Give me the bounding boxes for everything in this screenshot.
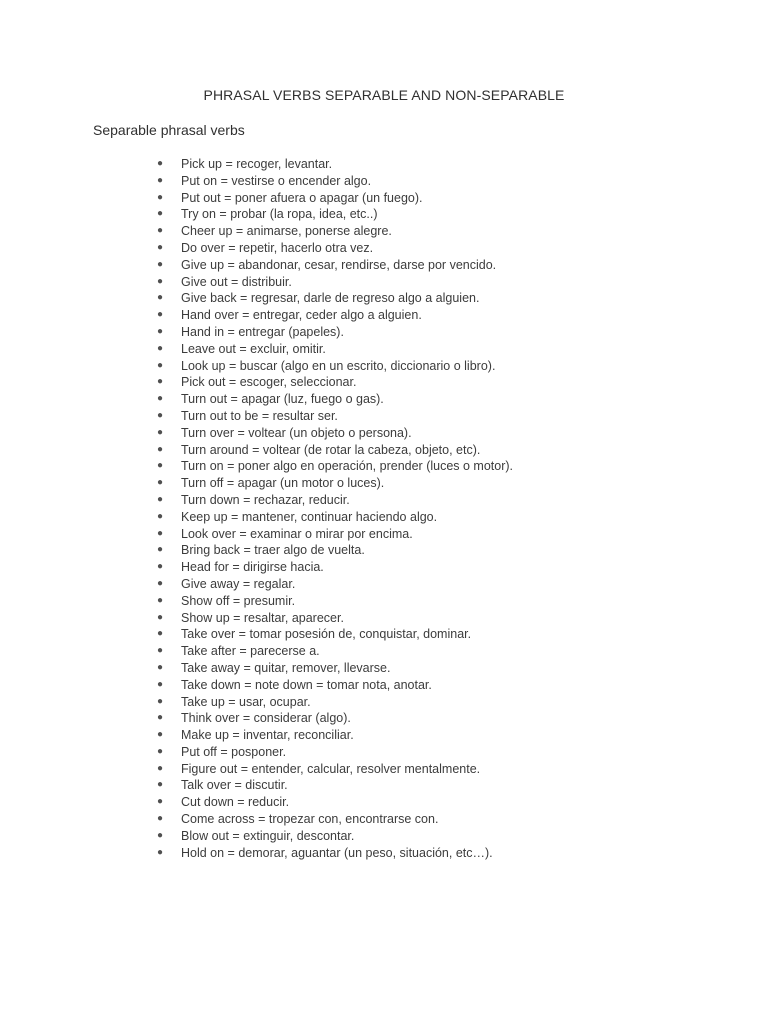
list-item-text: Hand over = entregar, ceder algo a alguien. [181, 308, 422, 323]
bullet-icon: ● [157, 241, 164, 253]
list-item-text: Give away = regalar. [181, 576, 296, 591]
bullet-icon: ● [157, 779, 164, 791]
bullet-icon: ● [157, 292, 164, 304]
list-item-text: Talk over = discutir. [181, 778, 288, 793]
list-item-text: Do over = repetir, hacerlo otra vez. [181, 240, 374, 255]
bullet-icon: ● [157, 813, 164, 825]
list-item-text: Take away = quitar, remover, llevarse. [181, 660, 391, 675]
bullet-icon: ● [157, 158, 164, 169]
list-item-text: Take up = usar, ocupar. [181, 694, 311, 709]
list-item-text: Look over = examinar o mirar por encima. [181, 526, 413, 541]
list-item-text: Blow out = extinguir, descontar. [181, 828, 355, 843]
list-item-text: Turn off = apagar (un motor o luces). [181, 476, 385, 491]
list-item-text: Take after = parecerse a. [181, 644, 320, 659]
list-item-text: Give back = regresar, darle de regreso algo a alguien. [181, 291, 480, 306]
list-item-text: Show up = resaltar, aparecer. [181, 610, 344, 625]
list-item-text: Leave out = excluir, omitir. [181, 341, 326, 356]
list-item-text: Bring back = traer algo de vuelta. [181, 543, 365, 558]
bullet-icon: ● [157, 527, 164, 539]
list-item-text: Take over = tomar posesión de, conquistar, dominar. [181, 627, 472, 642]
bullet-icon: ● [157, 409, 164, 421]
bullet-icon: ● [157, 829, 164, 841]
bullet-icon: ● [157, 477, 164, 489]
list-item-text: Look up = buscar (algo en un escrito, diccionario o libro). [181, 358, 496, 373]
document-title: PHRASAL VERBS SEPARABLE AND NON-SEPARABLE [203, 87, 565, 103]
bullet-icon: ● [157, 762, 164, 774]
bullet-icon: ● [157, 745, 164, 757]
bullet-icon: ● [157, 594, 164, 606]
list-item-text: Keep up = mantener, continuar haciendo algo. [181, 509, 438, 524]
list-item-text: Put on = vestirse o encender algo. [181, 173, 372, 188]
bullet-icon: ● [157, 846, 164, 858]
bullet-icon: ● [157, 208, 164, 220]
bullet-icon: ● [157, 661, 164, 673]
bullet-icon: ● [157, 309, 164, 321]
list-item-text: Take down = note down = tomar nota, anotar. [181, 677, 432, 692]
bullet-icon: ● [157, 359, 164, 371]
list-item-text: Put out = poner afuera o apagar (un fuego). [181, 190, 423, 205]
list-item-text: Think over = considerar (algo). [181, 711, 351, 726]
bullet-icon: ● [157, 325, 164, 337]
list-item-text: Turn over = voltear (un objeto o persona). [181, 425, 412, 440]
bullet-icon: ● [157, 678, 164, 690]
list-item-text: Give out = distribuir. [181, 274, 292, 289]
list-item-text: Turn around = voltear (de rotar la cabeza, objeto, etc). [181, 442, 481, 457]
list-item-text: Hand in = entregar (papeles). [181, 324, 344, 339]
bullet-icon: ● [157, 393, 164, 405]
bullet-icon: ● [157, 342, 164, 354]
bullet-icon: ● [157, 191, 164, 203]
bullet-icon: ● [157, 628, 164, 640]
list-item-text: Make up = inventar, reconciliar. [181, 728, 354, 743]
bullet-icon: ● [157, 443, 164, 455]
bullet-icon: ● [157, 561, 164, 573]
bullet-icon: ● [157, 258, 164, 270]
list-item-text: Turn out to be = resultar ser. [181, 408, 338, 423]
section-heading: Separable phrasal verbs [93, 122, 245, 138]
list-item-text: Pick out = escoger, seleccionar. [181, 375, 357, 390]
list-item-text: Try on = probar (la ropa, idea, etc..) [181, 207, 378, 222]
list-item-text: Cut down = reducir. [181, 795, 290, 810]
bullet-icon: ● [157, 426, 164, 438]
bullet-icon: ● [157, 611, 164, 623]
bullet-icon: ● [157, 275, 164, 287]
list-item-text: Figure out = entender, calcular, resolver mentalmente. [181, 761, 481, 776]
list-item-text: Turn out = apagar (luz, fuego o gas). [181, 392, 384, 407]
list-item-text: Turn down = rechazar, reducir. [181, 492, 350, 507]
bullet-icon: ● [157, 544, 164, 556]
list-item-text: Cheer up = animarse, ponerse alegre. [181, 224, 392, 239]
bullet-icon: ● [157, 712, 164, 724]
list-item-text: Give up = abandonar, cesar, rendirse, darse por vencido. [181, 257, 497, 272]
bullet-icon: ● [157, 174, 164, 186]
bullet-icon: ● [157, 796, 164, 808]
list-item-text: Put off = posponer. [181, 744, 287, 759]
list-item-text: Come across = tropezar con, encontrarse con. [181, 812, 439, 827]
bullet-icon: ● [157, 729, 164, 741]
bullet-icon: ● [157, 225, 164, 237]
list-item-text: Head for = dirigirse hacia. [181, 560, 324, 575]
bullet-icon: ● [157, 695, 164, 707]
list-item-text: Turn on = poner algo en operación, prender (luces o motor). [181, 459, 514, 474]
bullet-icon: ● [157, 577, 164, 589]
list-item-text: Pick up = recoger, levantar. [181, 157, 333, 171]
list-item-text: Show off = presumir. [181, 593, 296, 608]
list-item-text: Hold on = demorar, aguantar (un peso, situación, etc…). [181, 845, 493, 860]
bullet-icon: ● [157, 510, 164, 522]
bullet-icon: ● [157, 460, 164, 472]
bullet-icon: ● [157, 376, 164, 388]
bullet-icon: ● [157, 645, 164, 657]
bullet-icon: ● [157, 493, 164, 505]
